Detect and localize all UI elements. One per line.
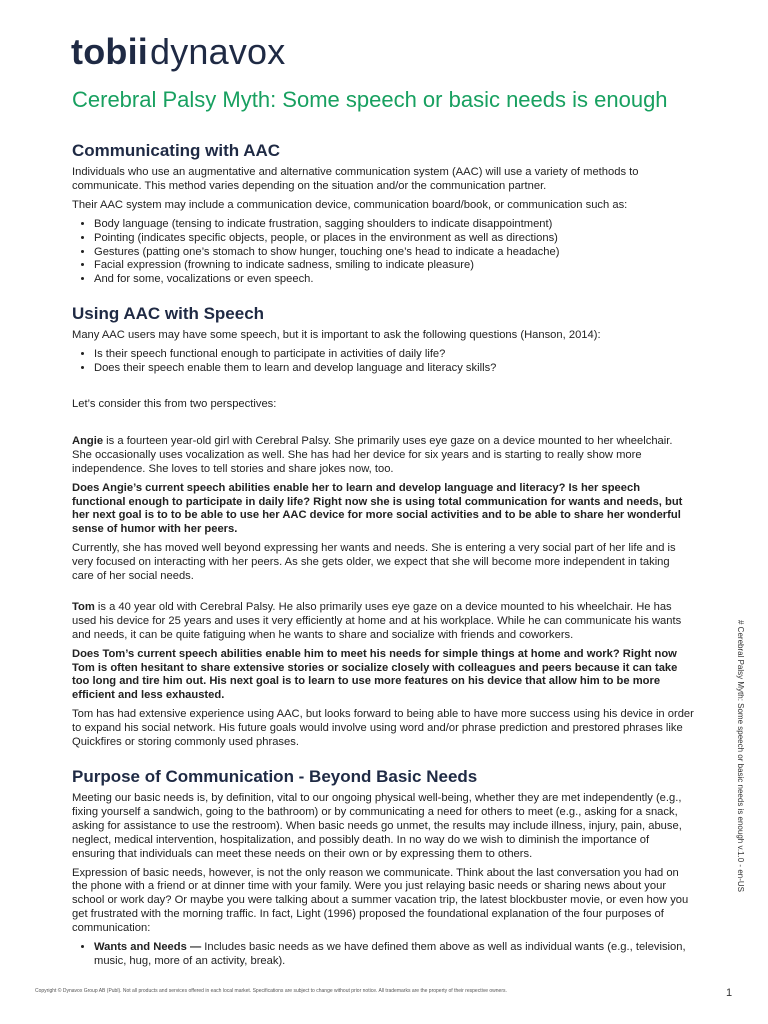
bullet-list bbox=[72, 941, 694, 969]
document-body bbox=[72, 140, 694, 973]
list-item bbox=[94, 941, 694, 969]
paragraph: Meeting our basic needs is, by definition, vital to our ongoing physical well-being, whether they are met independently (e.g., fixing yourself a sandwich, going to the bathroom) or by communicating a need for others to meet (e.g., asking for a snack, asking for assistance to use the restroom). When basic needs go unmet, the results may include illness, injury, pain, abuse, neglect, medical intervention, hospitalization, and possibly death. In no way do we wish to diminish the importance of ensuring that individuals can meet these needs on their own or by expressing them to others. bbox=[72, 792, 682, 860]
paragraph: Individuals who use an augmentative and alternative communication system (AAC) will use a variety of methods to communicate. This method varies depending on the situation and/or the communication partner. bbox=[72, 166, 639, 192]
list-item: • Gestures (patting one’s stomach to show hunger, touching one’s head to indicate a headache) bbox=[94, 246, 694, 260]
paragraph: Their AAC system may include a communication device, communication board/book, or communication such as: bbox=[72, 198, 628, 211]
bullet-list bbox=[72, 348, 694, 376]
list-item: • Pointing (indicates specific objects, people, or places in the environment as well as directions) bbox=[94, 232, 694, 246]
wants-and-needs-text: Includes basic needs as we have defined them above as well as individual wants (e.g., television, music, hug, more of an activity, break). bbox=[94, 941, 686, 967]
angie-name: Angie bbox=[72, 434, 104, 447]
angie-text: is a fourteen year-old girl with Cerebral Palsy. She primarily uses eye gaze on a device mounted to her wheelchair. She occasionally uses vocalization as well. She has had her device for six years and is starting to really show more independence. She loves to tell stories and share jokes now, too. bbox=[72, 434, 673, 475]
list-item: • Is their speech functional enough to participate in activities of daily life? bbox=[94, 348, 694, 362]
paragraph: Many AAC users may have some speech, but it is important to ask the following questions (Hanson, 2014): bbox=[72, 329, 601, 342]
paragraph: Currently, she has moved well beyond expressing her wants and needs. She is entering a very social part of her life and is very focused on interacting with her peers. As she gets older, we expect that she will become more independent in taking care of her social needs. bbox=[72, 542, 676, 583]
page-number: 1 bbox=[726, 987, 733, 999]
list-item: • Does their speech enable them to learn and develop language and literacy skills? bbox=[94, 362, 694, 376]
side-document-id: # Cerebral Palsy Myth: Some speech or basic needs is enough v.1.0 - en-US bbox=[736, 620, 745, 892]
paragraph-bold: Does Tom’s current speech abilities enable him to meet his needs for simple things at home and work? Right now Tom is often hesitant to share extensive stories or socialize closely with colleagues and peers because it can take too long and tire him out. His next goal is to learn to use more features on his device that allow him to be more efficient and less exhausted. bbox=[72, 647, 678, 702]
copyright-footer: Copyright © Dynavox Group AB (Publ). Not all products and services offered in each local market. Specifications are subject to change without prior notice. All trademarks are the property of their respective owners. bbox=[35, 988, 507, 994]
heading-communicating-with-aac: Communicating with AAC bbox=[72, 141, 281, 160]
logo-dynavox: dynavox bbox=[149, 31, 286, 72]
list-item: • Body language (tensing to indicate frustration, sagging shoulders to indicate disappointment) bbox=[94, 218, 694, 232]
heading-purpose-of-communication: Purpose of Communication - Beyond Basic Needs bbox=[72, 767, 478, 786]
wants-and-needs-label: Wants and Needs — bbox=[94, 941, 205, 954]
heading-using-aac-with-speech: Using AAC with Speech bbox=[72, 304, 265, 324]
paragraph-angie bbox=[72, 435, 694, 477]
list-item: • And for some, vocalizations or even speech. bbox=[94, 273, 694, 287]
document-title: Cerebral Palsy Myth: Some speech or basic needs is enough bbox=[72, 87, 668, 112]
paragraph-bold: Does Angie’s current speech abilities enable her to learn and develop language and literacy? Is her speech functional enough to participate in daily life? Right now she is using total communication for wants and needs, but her next goal is to to be able to use her AAC device for more social activities and to be able to share her wonderful sense of humor with her peers. bbox=[72, 481, 683, 536]
tom-text: is a 40 year old with Cerebral Palsy. He also primarily uses eye gaze on a device mounted to his wheelchair. He has used his device for 25 years and uses it very efficiently at home and at his workplace. While he can communicate his wants and needs, it can be quite fatiguing when he wants to share and socialize with friends and coworkers. bbox=[72, 600, 682, 641]
bullet-list bbox=[72, 218, 694, 288]
paragraph: Expression of basic needs, however, is not the only reason we communicate. Think about the last conversation you had on the phone with a friend or at dinner time with your family. Were you just relaying basic needs or sharing news about your school or work day? Or maybe you were talking about a summer vacation trip, the latest blockbuster movie, or even how you get frustrated with the morning traffic. In fact, Light (1996) proposed the foundational explanation of the four purposes of communication: bbox=[72, 866, 689, 935]
paragraph: Tom has had extensive experience using AAC, but looks forward to being able to have more success using his device in order to expand his social network. His future goals would involve using word and/or phrase prediction and prestored phrases like Quickfires or storing commonly used phrases. bbox=[72, 708, 694, 749]
paragraph: Let’s consider this from two perspectives: bbox=[72, 397, 277, 410]
logo-tobii: tobii bbox=[71, 31, 148, 72]
tom-name: Tom bbox=[72, 600, 95, 613]
tobii-dynavox-logo bbox=[71, 30, 285, 74]
paragraph-tom bbox=[72, 601, 694, 643]
list-item: • Facial expression (frowning to indicate sadness, smiling to indicate pleasure) bbox=[94, 259, 694, 273]
